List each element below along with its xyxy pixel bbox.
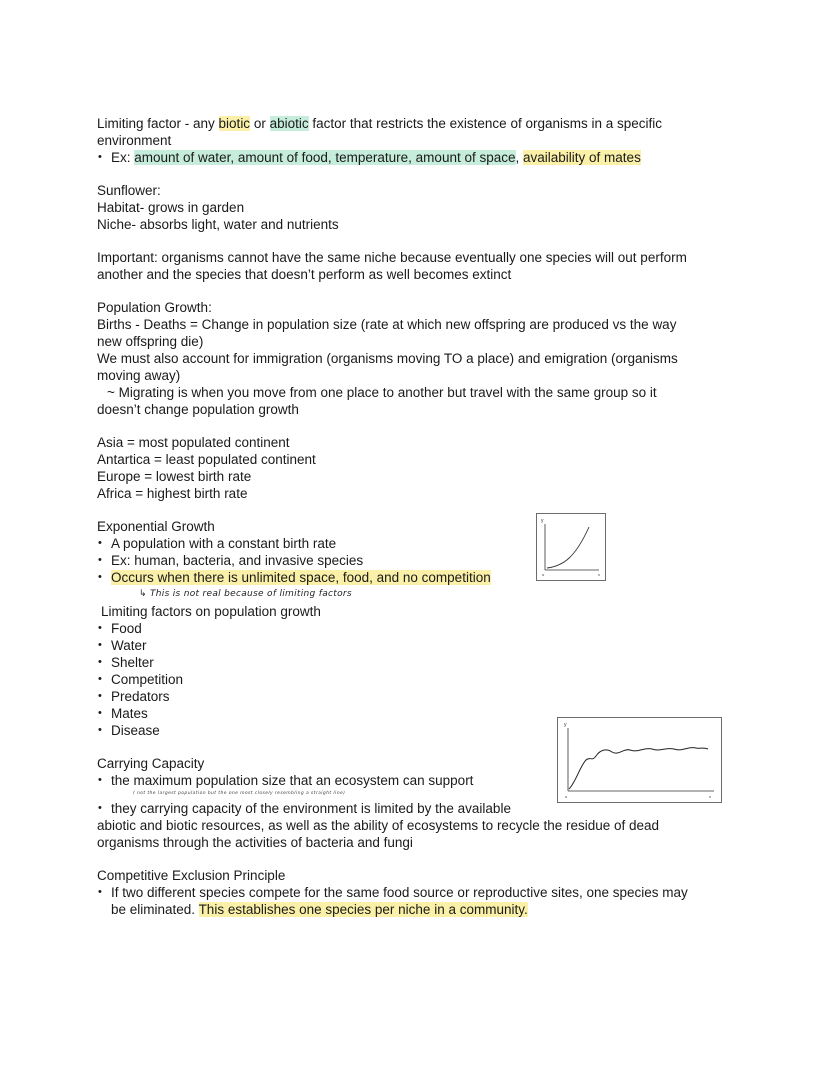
limiting-item-water: • Water — [97, 637, 737, 654]
exp-graph-y-label: y — [541, 518, 544, 524]
population-title: Population Growth: — [97, 300, 212, 315]
exponential-handwritten-note: ↳ This is not real because of limiting factors — [139, 589, 352, 599]
exclusion-line2: be eliminated. This establishes one species per niche in a community. — [111, 902, 528, 917]
carrying-bullet-1: • the maximum population size that an ecosystem can support — [97, 772, 737, 789]
carrying-line2: abiotic and biotic resources, as well as the ability of ecosystems to recycle the residue of dead — [97, 818, 660, 833]
continent-africa: Africa = highest birth rate — [97, 486, 248, 501]
immigration-line2: moving away) — [97, 368, 181, 383]
limiting-item-mates: • Mates — [97, 705, 737, 722]
continent-europe: Europe = lowest birth rate — [97, 469, 252, 484]
exponential-bullet-3 — [97, 569, 737, 586]
limiting-factor-definition: Limiting factor - any biotic or abiotic factor that restricts the existence of organisms in a specific — [97, 116, 663, 131]
carrying-line3: organisms through the activities of bacteria and fungi — [97, 835, 413, 850]
exponential-bullet-1: • A population with a constant birth rate — [97, 535, 737, 552]
carrying-bullet-2: • they carrying capacity of the environment is limited by the available — [97, 800, 737, 817]
exponential-title: Exponential Growth — [97, 519, 215, 534]
limiting-item-disease: • Disease — [97, 722, 737, 739]
exclusion-highlight: This establishes one species per niche in a community. — [198, 902, 528, 917]
births-line2: new offspring die) — [97, 334, 204, 349]
sunflower-niche: Niche- absorbs light, water and nutrients — [97, 217, 339, 232]
exp-graph-curve — [547, 527, 589, 568]
exclusion-title: Competitive Exclusion Principle — [97, 868, 286, 883]
exp-graph-origin: o — [542, 572, 545, 577]
important-line1: Important: organisms cannot have the same niche because eventually one species will out perform — [97, 250, 687, 265]
sunflower-title: Sunflower: — [97, 183, 161, 198]
limiting-item-predators: • Predators — [97, 688, 737, 705]
carrying-title: Carrying Capacity — [97, 756, 205, 771]
migrating-line1: ~ Migrating is when you move from one place to another but travel with the same group so it — [107, 385, 657, 400]
migrating-line2: doesn’t change population growth — [97, 402, 299, 417]
exponential-highlight: Occurs when there is unlimited space, food, and no competition — [111, 570, 491, 585]
limiting-factor-line2: environment — [97, 133, 172, 148]
cap-graph-curve — [569, 748, 708, 789]
limiting-item-food: • Food — [97, 620, 737, 637]
continent-asia: Asia = most populated continent — [97, 435, 290, 450]
examples-green-highlight: amount of water, amount of food, temperature, amount of space — [134, 150, 516, 165]
important-line2: another and the species that doesn’t perform as well becomes extinct — [97, 267, 512, 282]
immigration-line1: We must also account for immigration (organisms moving TO a place) and emigration (organisms — [97, 351, 678, 366]
cap-graph-y-label: y — [564, 722, 567, 728]
births-line1: Births - Deaths = Change in population size (rate at which new offspring are produced vs the way — [97, 317, 677, 332]
limiting-pop-title: Limiting factors on population growth — [101, 604, 321, 619]
limiting-factor-examples: • Ex: amount of water, amount of food, temperature, amount of space, availability of mates — [97, 149, 737, 166]
limiting-item-shelter: • Shelter — [97, 654, 737, 671]
abiotic-highlight: abiotic — [269, 116, 309, 131]
sunflower-habitat: Habitat- grows in garden — [97, 200, 245, 215]
exponential-bullet-2: • Ex: human, bacteria, and invasive species — [97, 552, 737, 569]
examples-yellow-highlight: availability of mates — [523, 150, 641, 165]
exp-graph-x-label: x — [598, 572, 600, 577]
exponential-growth-graph — [536, 513, 606, 581]
carrying-handwritten-note: ( not the largest population but the one most closely resembling a straight line) — [133, 791, 346, 796]
cap-graph-x-label: x — [709, 794, 711, 799]
exclusion-line1: • If two different species compete for the same food source or reproductive sites, one species may — [97, 884, 737, 901]
continent-antartica: Antartica = least populated continent — [97, 452, 316, 467]
carrying-capacity-graph — [557, 717, 722, 803]
limiting-item-competition: • Competition — [97, 671, 737, 688]
cap-graph-origin: o — [565, 794, 568, 799]
biotic-highlight: biotic — [218, 116, 251, 131]
